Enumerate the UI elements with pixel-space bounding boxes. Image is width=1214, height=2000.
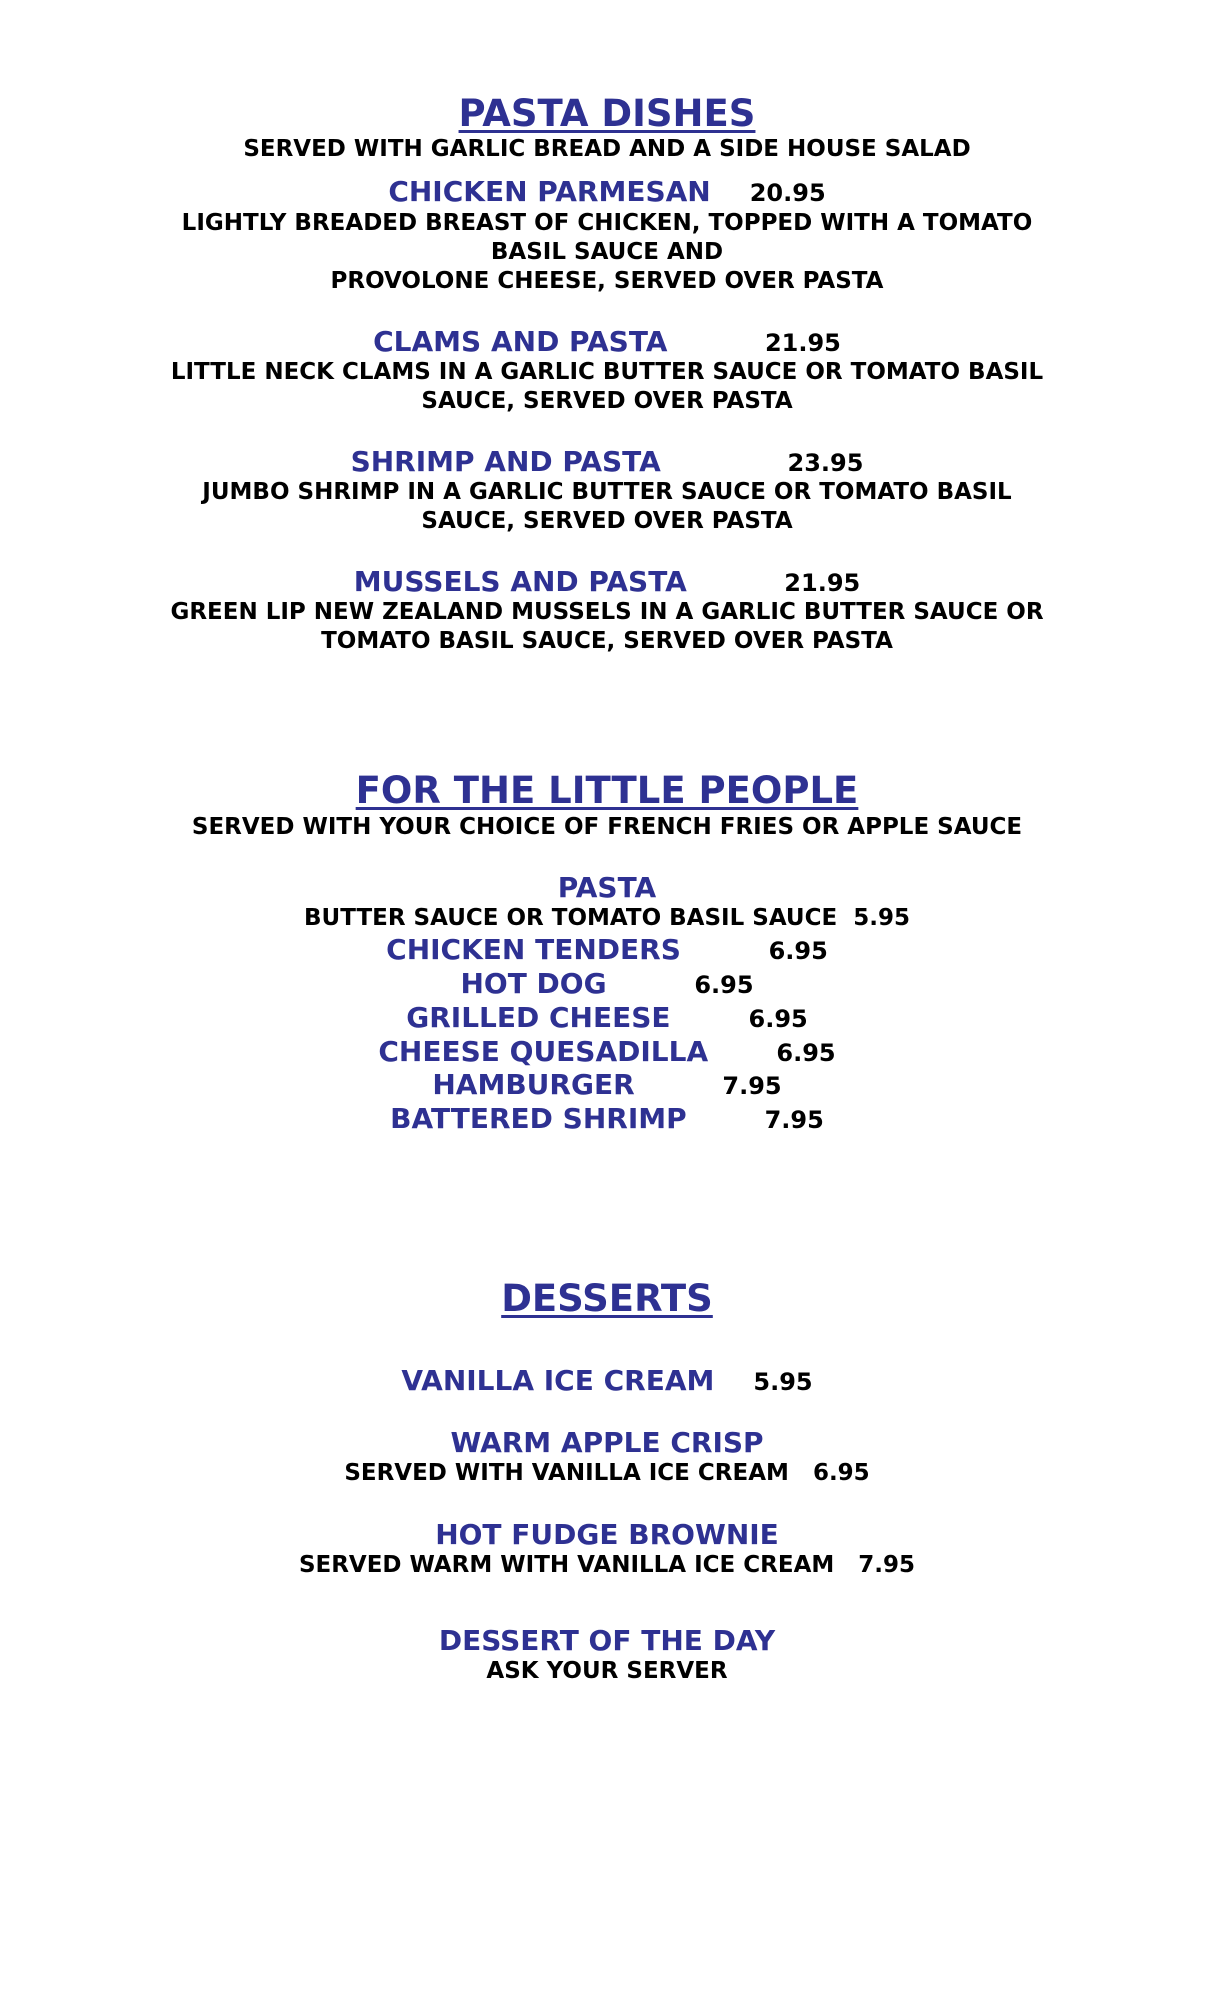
menu-item-kids-pasta <box>0 871 1214 904</box>
desserts-section-title: DESSERTS <box>501 1277 713 1320</box>
item-name: WARM APPLE CRISP <box>450 1426 764 1459</box>
item-description <box>0 1459 1214 1488</box>
item-name: HOT DOG <box>460 967 607 1000</box>
pasta-section-subtitle: SERVED WITH GARLIC BREAD AND A SIDE HOUSE SALAD <box>243 136 971 162</box>
desc-text: ASK YOUR SERVER <box>486 1658 728 1684</box>
item-name: DESSERT OF THE DAY <box>438 1624 776 1657</box>
desc-line: TOMATO BASIL SAUCE, SERVED OVER PASTA <box>321 628 893 654</box>
menu-item-vanilla-ice-cream <box>0 1364 1214 1397</box>
item-name: SHRIMP AND PASTA <box>350 445 661 478</box>
item-description <box>0 598 1214 656</box>
desc-line: SAUCE, SERVED OVER PASTA <box>421 508 793 534</box>
item-name: CHICKEN TENDERS <box>386 933 681 966</box>
item-price: 21.95 <box>764 329 841 357</box>
menu-item-mussels-and-pasta <box>0 565 1214 598</box>
item-description <box>0 209 1214 296</box>
desc-line: LIGHTLY BREADED BREAST OF CHICKEN, TOPPED WITH A TOMATO <box>181 210 1033 236</box>
item-name: PASTA <box>557 871 657 904</box>
desc-line: JUMBO SHRIMP IN A GARLIC BUTTER SAUCE OR TOMATO BASIL <box>202 479 1012 505</box>
desc-line: PROVOLONE CHEESE, SERVED OVER PASTA <box>330 268 884 294</box>
menu-item-hot-fudge-brownie <box>0 1518 1214 1551</box>
item-name: VANILLA ICE CREAM <box>401 1364 715 1397</box>
item-name: HAMBURGER <box>432 1068 635 1101</box>
desc-text: BUTTER SAUCE OR TOMATO BASIL SAUCE <box>304 905 838 931</box>
item-price: 7.95 <box>858 1552 916 1578</box>
menu-item-grilled-cheese <box>0 1001 1214 1034</box>
item-price: 23.95 <box>787 449 864 477</box>
pasta-section-title: PASTA DISHES <box>458 92 756 135</box>
desc-line: GREEN LIP NEW ZEALAND MUSSELS IN A GARLIC BUTTER SAUCE OR <box>170 599 1044 625</box>
desc-text: SERVED WARM WITH VANILLA ICE CREAM <box>298 1552 835 1578</box>
item-price: 6.95 <box>694 971 754 999</box>
desc-line: BASIL SAUCE AND <box>490 239 724 265</box>
item-name: HOT FUDGE BROWNIE <box>435 1518 779 1551</box>
desc-text: SERVED WITH VANILLA ICE CREAM <box>344 1460 789 1486</box>
menu-item-cheese-quesadilla <box>0 1035 1214 1068</box>
item-price: 20.95 <box>749 179 826 207</box>
menu-item-hamburger <box>0 1068 1214 1101</box>
desc-line: SAUCE, SERVED OVER PASTA <box>421 388 793 414</box>
item-price: 5.95 <box>853 905 910 931</box>
menu-item-battered-shrimp <box>0 1102 1214 1135</box>
item-price: 5.95 <box>753 1368 813 1396</box>
item-name: MUSSELS AND PASTA <box>353 565 687 598</box>
menu-item-warm-apple-crisp <box>0 1426 1214 1459</box>
item-name: GRILLED CHEESE <box>406 1001 671 1034</box>
item-price: 6.95 <box>812 1460 870 1486</box>
item-description <box>0 1551 1214 1580</box>
item-price: 6.95 <box>748 1005 808 1033</box>
menu-item-hot-dog <box>0 967 1214 1000</box>
item-name: CHICKEN PARMESAN <box>388 175 711 208</box>
item-description <box>0 904 1214 933</box>
menu-item-chicken-tenders <box>0 933 1214 966</box>
item-description <box>0 1657 1214 1686</box>
item-name: CHEESE QUESADILLA <box>378 1035 709 1068</box>
item-price: 6.95 <box>776 1039 836 1067</box>
item-name: BATTERED SHRIMP <box>390 1102 687 1135</box>
item-description <box>0 478 1214 536</box>
desc-line: LITTLE NECK CLAMS IN A GARLIC BUTTER SAUCE OR TOMATO BASIL <box>170 359 1044 385</box>
menu-item-chicken-parmesan <box>0 175 1214 208</box>
menu-item-clams-and-pasta <box>0 325 1214 358</box>
menu-item-shrimp-and-pasta <box>0 445 1214 478</box>
item-price: 7.95 <box>764 1106 824 1134</box>
item-price: 7.95 <box>722 1072 782 1100</box>
kids-section-subtitle: SERVED WITH YOUR CHOICE OF FRENCH FRIES OR APPLE SAUCE <box>191 814 1023 840</box>
item-price: 21.95 <box>784 569 861 597</box>
item-name: CLAMS AND PASTA <box>373 325 668 358</box>
item-description <box>0 358 1214 416</box>
item-price: 6.95 <box>768 937 828 965</box>
menu-item-dessert-of-the-day <box>0 1624 1214 1657</box>
kids-section-title: FOR THE LITTLE PEOPLE <box>355 769 859 812</box>
